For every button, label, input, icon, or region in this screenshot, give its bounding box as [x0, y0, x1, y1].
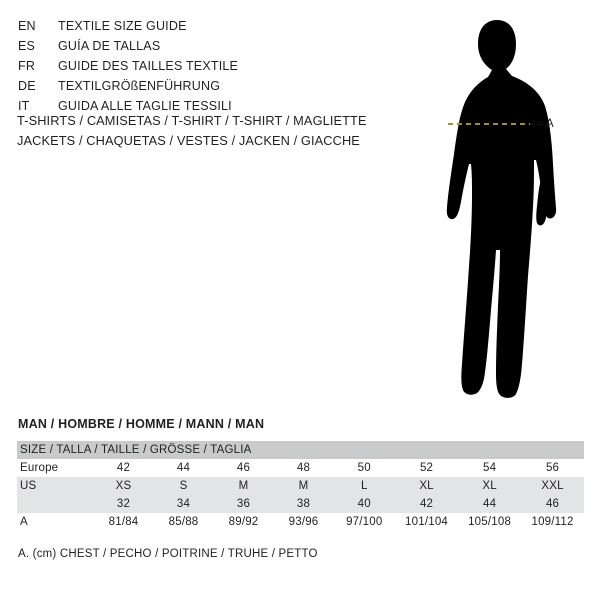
row-label-a: A: [17, 513, 94, 531]
cell-us-1: XS: [94, 477, 154, 495]
language-text-de: TEXTILGRÖßENFÜHRUNG: [58, 79, 221, 93]
category-list: [17, 111, 397, 151]
cell-us-4: M: [274, 477, 334, 495]
language-text-it: GUIDA ALLE TAGLIE TESSILI: [58, 99, 232, 113]
cell-usnum-3: 36: [214, 495, 274, 513]
cell-usnum-2: 34: [154, 495, 214, 513]
language-row-es: [18, 36, 388, 56]
cell-us-5: L: [334, 477, 396, 495]
language-code-de: DE: [18, 79, 36, 93]
language-row-en: [18, 16, 388, 36]
language-list: [18, 16, 388, 116]
footnote-chest-measure: A. (cm) CHEST / PECHO / POITRINE / TRUHE / PETTO: [18, 548, 318, 560]
cell-europe-8: 56: [521, 459, 584, 477]
table-header-label: SIZE / TALLA / TAILLE / GRÖSSE / TAGLIA: [17, 441, 584, 459]
cell-usnum-8: 46: [521, 495, 584, 513]
measure-leader-line: [531, 124, 543, 125]
language-code-fr: FR: [18, 59, 36, 73]
cell-us-2: S: [154, 477, 214, 495]
cell-usnum-4: 38: [274, 495, 334, 513]
body-silhouette-icon: [400, 14, 600, 404]
cell-a-4: 93/96: [274, 513, 334, 531]
cell-a-1: 81/84: [94, 513, 154, 531]
male-figure-illustration: [400, 14, 600, 404]
row-label-us-numeric: [17, 495, 94, 513]
language-text-fr: GUIDE DES TAILLES TEXTILE: [58, 59, 239, 73]
cell-europe-6: 52: [395, 459, 458, 477]
language-code-es: ES: [18, 39, 36, 53]
cell-us-6: XL: [395, 477, 458, 495]
language-row-de: [18, 76, 388, 96]
cell-a-2: 85/88: [154, 513, 214, 531]
cell-usnum-7: 44: [458, 495, 521, 513]
cell-europe-5: 50: [334, 459, 396, 477]
table-row: [17, 459, 584, 477]
row-label-europe: Europe: [17, 459, 94, 477]
cell-a-3: 89/92: [214, 513, 274, 531]
language-code-it: IT: [18, 99, 30, 113]
size-table: [17, 441, 584, 531]
language-text-en: TEXTILE SIZE GUIDE: [58, 19, 187, 33]
table-title-man: MAN / HOMBRE / HOMME / MANN / MAN: [18, 417, 265, 431]
cell-europe-4: 48: [274, 459, 334, 477]
cell-usnum-1: 32: [94, 495, 154, 513]
cell-us-8: XXL: [521, 477, 584, 495]
cell-a-7: 105/108: [458, 513, 521, 531]
language-code-en: EN: [18, 19, 36, 33]
table-row: [17, 513, 584, 531]
table-row: [17, 495, 584, 513]
table-header-row: [17, 441, 584, 459]
language-row-fr: [18, 56, 388, 76]
cell-a-8: 109/112: [521, 513, 584, 531]
table-row: [17, 477, 584, 495]
category-tshirts: T-SHIRTS / CAMISETAS / T-SHIRT / T-SHIRT / MAGLIETTE: [17, 113, 367, 128]
cell-a-6: 101/104: [395, 513, 458, 531]
cell-usnum-5: 40: [334, 495, 396, 513]
cell-europe-1: 42: [94, 459, 154, 477]
language-text-es: GUÍA DE TALLAS: [58, 39, 161, 53]
cell-usnum-6: 42: [395, 495, 458, 513]
cell-europe-7: 54: [458, 459, 521, 477]
cell-us-7: XL: [458, 477, 521, 495]
cell-a-5: 97/100: [334, 513, 396, 531]
cell-europe-3: 46: [214, 459, 274, 477]
cell-europe-2: 44: [154, 459, 214, 477]
measure-label-a: A: [546, 118, 554, 130]
row-label-us: US: [17, 477, 94, 495]
category-jackets: JACKETS / CHAQUETAS / VESTES / JACKEN / GIACCHE: [17, 133, 360, 148]
cell-us-3: M: [214, 477, 274, 495]
